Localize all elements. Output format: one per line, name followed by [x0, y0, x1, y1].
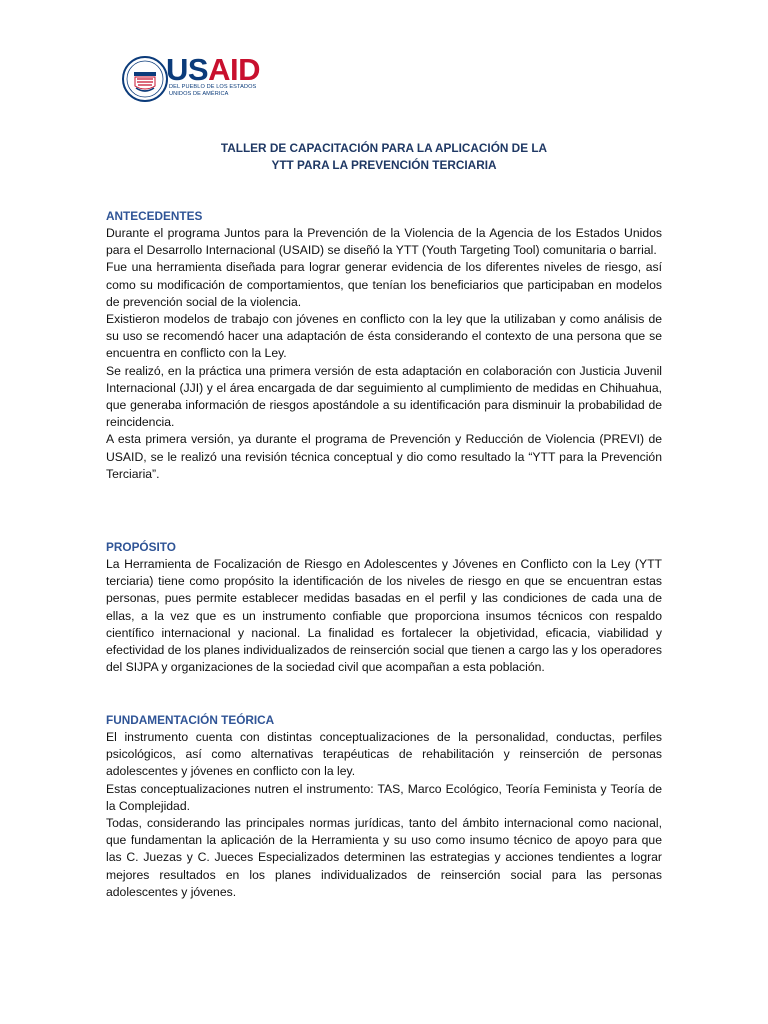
- section-antecedentes: [106, 208, 662, 483]
- section-proposito: [106, 539, 662, 676]
- section-fundamentacion-teorica: [106, 712, 662, 901]
- paragraph: Durante el programa Juntos para la Prevención de la Violencia de la Agencia de los Estados Unidos para el Desarrollo Internacional (USAID) se diseñó la YTT (Youth Targeting Tool) comunitaria o barrial.: [106, 226, 662, 258]
- usaid-logo: [122, 54, 262, 104]
- paragraph: Se realizó, en la práctica una primera versión de esta adaptación en colaboración con Justicia Juvenil Internacional (JJI) y el área encargada de dar seguimiento al cumplimiento de medidas en Chihuahua, que generaba información de riesgos apostándole a su identificación para disminuir la probabilidad de reincidencia.: [106, 363, 662, 430]
- wordmark-us: US: [166, 52, 209, 87]
- wordmark-aid: AID: [208, 52, 260, 87]
- section-heading: ANTECEDENTES: [106, 209, 203, 223]
- paragraph: La Herramienta de Focalización de Riesgo en Adolescentes y Jóvenes en Conflicto con la Ley (YTT terciaria) tiene como propósito la identificación de los niveles de riesgo en que se encuentran estas personas, pues permite establecer medidas basadas en el perfil y las condiciones de cada una de ellas, a la vez que es un instrumento confiable que proporciona insumos técnicos con respaldo científico internacional y nacional. La finalidad es fortalecer la objetividad, eficacia, viabilidad y efectividad de los planes individualizados de reinserción social que tienen a cargo las y los operadores del SIJPA y organizaciones de la sociedad civil que acompañan a esta población.: [106, 557, 662, 675]
- usaid-seal-icon: [122, 56, 168, 102]
- paragraph: Fue una herramienta diseñada para lograr generar evidencia de los diferentes niveles de riesgo, así como su modificación de comportamientos, que tenían los beneficiarios que participaban en modelos de prevención social de la violencia.: [106, 260, 662, 309]
- section-heading: FUNDAMENTACIÓN TEÓRICA: [106, 713, 275, 727]
- paragraph: A esta primera versión, ya durante el programa de Prevención y Reducción de Violencia (PREVI) de USAID, se le realizó una revisión técnica conceptual y dio como resultado la “YTT para la Prevención Terciaria”.: [106, 432, 662, 481]
- usaid-wordmark: [166, 52, 260, 88]
- paragraph: Todas, considerando las principales normas jurídicas, tanto del ámbito internacional como nacional, que fundamentan la aplicación de la Herramienta y su uso como insumo técnico de apoyo para que las C. Juezas y C. Jueces Especializados determinen las estrategias y acciones tendientes a lograr mejores resultados en los planes individualizados de reinserción social para las personas adolescentes y jóvenes.: [106, 816, 662, 899]
- title-line-1: TALLER DE CAPACITACIÓN PARA LA APLICACIÓN DE LA: [220, 141, 548, 155]
- document-title: [106, 140, 662, 174]
- paragraph: El instrumento cuenta con distintas conceptualizaciones de la personalidad, conductas, perfiles psicológicos, así como alternativas terapéuticas de rehabilitación y reinserción de personas adolescentes y jóvenes en conflicto con la ley.: [106, 730, 662, 779]
- tagline-line-2: UNIDOS DE AMÉRICA: [169, 91, 229, 97]
- paragraph: Existieron modelos de trabajo con jóvenes en conflicto con la ley que la utilizaban y como análisis de su uso se recomendó hacer una adaptación de ésta considerando el contexto de una persona que se encuentra en conflicto con la Ley.: [106, 312, 662, 361]
- title-line-2: YTT PARA LA PREVENCIÓN TERCIARIA: [271, 158, 497, 172]
- usaid-tagline: [169, 84, 256, 98]
- tagline-line-1: DEL PUEBLO DE LOS ESTADOS: [169, 84, 257, 90]
- section-heading: PROPÓSITO: [106, 540, 176, 554]
- paragraph: Estas conceptualizaciones nutren el instrumento: TAS, Marco Ecológico, Teoría Feminista y Teoría de la Complejidad.: [106, 781, 662, 813]
